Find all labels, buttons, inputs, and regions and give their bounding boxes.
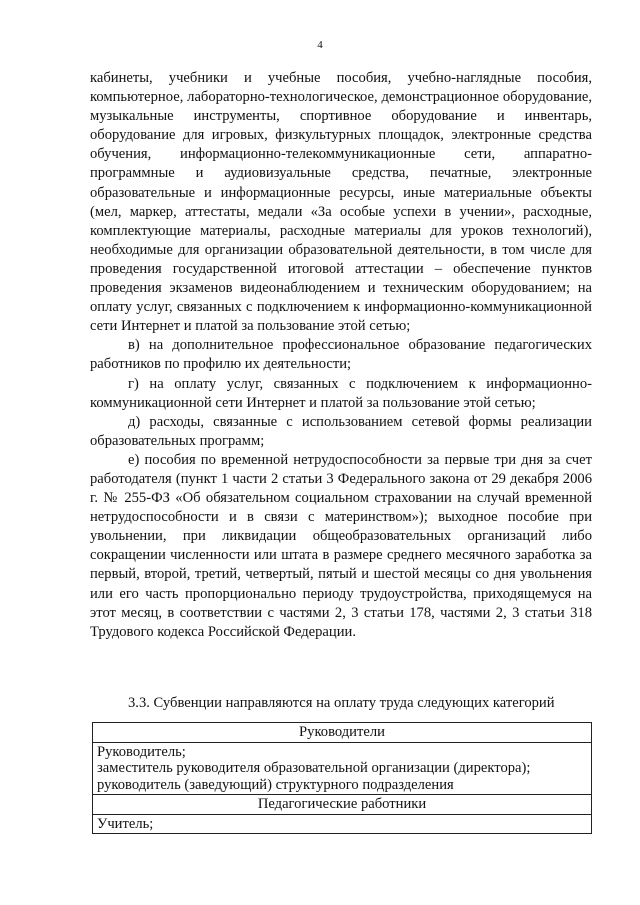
categories-table bbox=[92, 722, 592, 834]
group-header-teachers: Педагогические работники bbox=[93, 795, 592, 815]
paragraph-item-d: д) расходы, связанные с использованием сетевой формы реализации образовательных программ; bbox=[90, 413, 592, 449]
paragraph-item-g: г) на оплату услуг, связанных с подключением к информационно-коммуникационной сети Интернет и платой за пользование этой сетью; bbox=[90, 375, 592, 411]
paragraph-item-e: е) пособия по временной нетрудоспособности за первые три дня за счет работодателя (пункт 1 части 2 статьи 3 Федерального закона от 29 декабря 2006 г. № 255-ФЗ «Об обязательном социальном страховании на случай временной нетрудоспособности и в связи с материнством»); выходное пособие при увольнении, при ликвидации общеобразовательных организаций либо сокращении численности или штата в размере среднего месячного заработка за первый, второй, третий, четвертый, пятый и шестой месяцы со дня увольнения или его часть пропорционально периоду трудоустройства, приходящемуся на этот месяц, в соответствии с частями 2, 3 статьи 178, частями 2, 3 статьи 318 Трудового кодекса Российской Федерации. bbox=[90, 451, 592, 640]
body-text bbox=[90, 69, 592, 642]
section-heading: 3.3. Субвенции направляются на оплату труда следующих категорий bbox=[128, 695, 555, 711]
group-items-managers bbox=[93, 742, 592, 795]
table-row bbox=[93, 742, 592, 795]
list-item: Руководитель; bbox=[97, 743, 186, 760]
paragraph-continuation: кабинеты, учебники и учебные пособия, учебно-наглядные пособия, компьютерное, лабораторно-технологическое, демонстрационное оборудование, музыкальные инструменты, спортивное оборудование и инвентарь, оборудование для игровых, физкультурных площадок, электронные средства обучения, информационно-телекоммуникационные сети, аппаратно-программные и аудиовизуальные средства, печатные, электронные образовательные и информационные ресурсы, иные материальные объекты (мел, маркер, аттестаты, медали «За особые успехи в учении», расходные, комплектующие материалы, расходные материалы для уроков технологий), необходимые для организации образовательной деятельности, в том числе для проведения государственной итоговой аттестации – обеспечение пунктов проведения экзаменов видеонаблюдением и техническим оборудованием; на оплату услуг, связанных с подключением к информационно-коммуникационной сети Интернет и платой за пользование этой сетью; bbox=[90, 70, 592, 335]
group-items-teachers bbox=[93, 814, 592, 834]
list-item: Учитель; bbox=[97, 815, 154, 832]
list-item: заместитель руководителя образовательной организации (директора); bbox=[97, 760, 531, 776]
list-item: руководитель (заведующий) структурного подразделения bbox=[97, 776, 454, 793]
table-row bbox=[93, 795, 592, 815]
page-number: 4 bbox=[317, 39, 323, 51]
table-row bbox=[93, 814, 592, 834]
table-row bbox=[93, 723, 592, 743]
group-header-managers: Руководители bbox=[93, 723, 592, 743]
paragraph-item-v: в) на дополнительное профессиональное образование педагогических работников по профилю их деятельности; bbox=[90, 337, 592, 373]
